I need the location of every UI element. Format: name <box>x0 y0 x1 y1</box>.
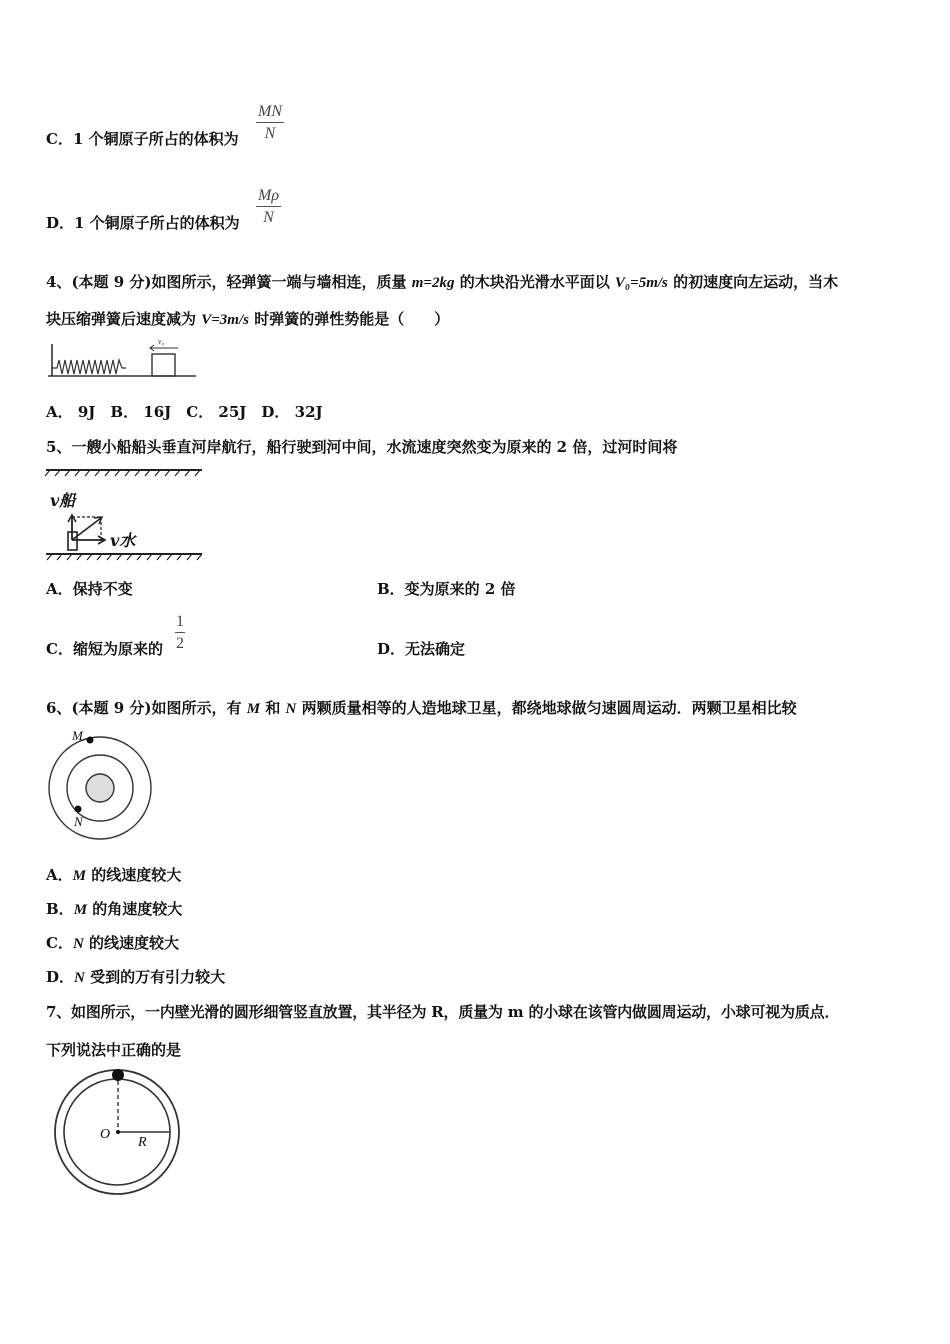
q5-option-b: B．变为原来的 2 倍 <box>377 580 516 598</box>
spring-icon <box>52 360 126 374</box>
q4-stem-line2: 块压缩弹簧后速度减为 V=3m/s 时弹簧的弹性势能是（ ） <box>46 310 450 328</box>
q5-boat-river-figure <box>44 462 206 566</box>
fraction-denominator: N <box>264 125 276 142</box>
fraction-numerator: MN <box>256 102 284 123</box>
q6-option-b: B．M 的角速度较大 <box>46 900 183 918</box>
q4-options: A． 9J B． 16J C． 25J D． 32J <box>46 403 323 421</box>
fraction-numerator: Mρ <box>256 186 281 207</box>
earth-icon <box>86 774 114 802</box>
q4-spring-block-figure <box>44 336 200 384</box>
block <box>152 354 175 376</box>
label-m: M <box>72 728 83 743</box>
q5-option-d: D．无法确定 <box>377 640 466 658</box>
satellite-m <box>87 737 94 744</box>
q3-option-c: C．1 个铜原子所占的体积为 <box>46 130 239 148</box>
q7-stem-line1: 7、如图所示，一内壁光滑的圆形细管竖直放置，其半径为 R，质量为 m 的小球在该管内做圆周运动，小球可视为质点． <box>46 1003 840 1021</box>
q6-satellite-orbits-figure <box>44 726 156 838</box>
q5-option-c: C．缩短为原来的 <box>46 640 163 658</box>
q6-stem: 6、(本题 9 分)如图所示，有 M 和 N 两颗质量相等的人造地球卫星，都绕地球做匀速圆周运动．两颗卫星相比较 <box>46 699 797 717</box>
q7-stem-line2: 下列说法中正确的是 <box>46 1041 182 1059</box>
q3-option-c-fraction <box>256 102 284 145</box>
label-r: R <box>138 1135 147 1150</box>
v-water-label: v水 <box>110 531 136 550</box>
label-n: N <box>74 814 83 829</box>
ball <box>112 1069 124 1081</box>
fraction-denominator: N <box>263 209 274 226</box>
fraction-denominator: 2 <box>176 635 184 652</box>
q5-stem: 5、一艘小船船头垂直河岸航行，船行驶到河中间，水流速度突然变为原来的 2 倍，过河时间将 <box>46 438 678 456</box>
q3-option-d: D．1 个铜原子所占的体积为 <box>46 214 240 232</box>
v-boat-label: v船 <box>50 491 76 510</box>
satellite-n <box>75 806 82 813</box>
q7-tube-circle-figure <box>48 1066 188 1192</box>
q5-option-a: A．保持不变 <box>46 580 133 598</box>
q6-option-a: A．M 的线速度较大 <box>46 866 182 884</box>
center-point <box>116 1130 120 1134</box>
label-o: O <box>100 1127 111 1142</box>
q5-option-c-fraction <box>175 612 185 655</box>
v0-label: v₀ <box>158 337 165 346</box>
q3-option-d-fraction <box>256 186 281 229</box>
q4-stem-line1: 4、(本题 9 分)如图所示，轻弹簧一端与墙相连，质量 m=2kg 的木块沿光滑水平面以 V₀=5m/s 的初速度向左运动，当木 <box>46 273 839 291</box>
q6-option-d: D．N 受到的万有引力较大 <box>46 968 226 986</box>
q6-option-c: C．N 的线速度较大 <box>46 934 180 952</box>
fraction-numerator: 1 <box>175 612 185 633</box>
